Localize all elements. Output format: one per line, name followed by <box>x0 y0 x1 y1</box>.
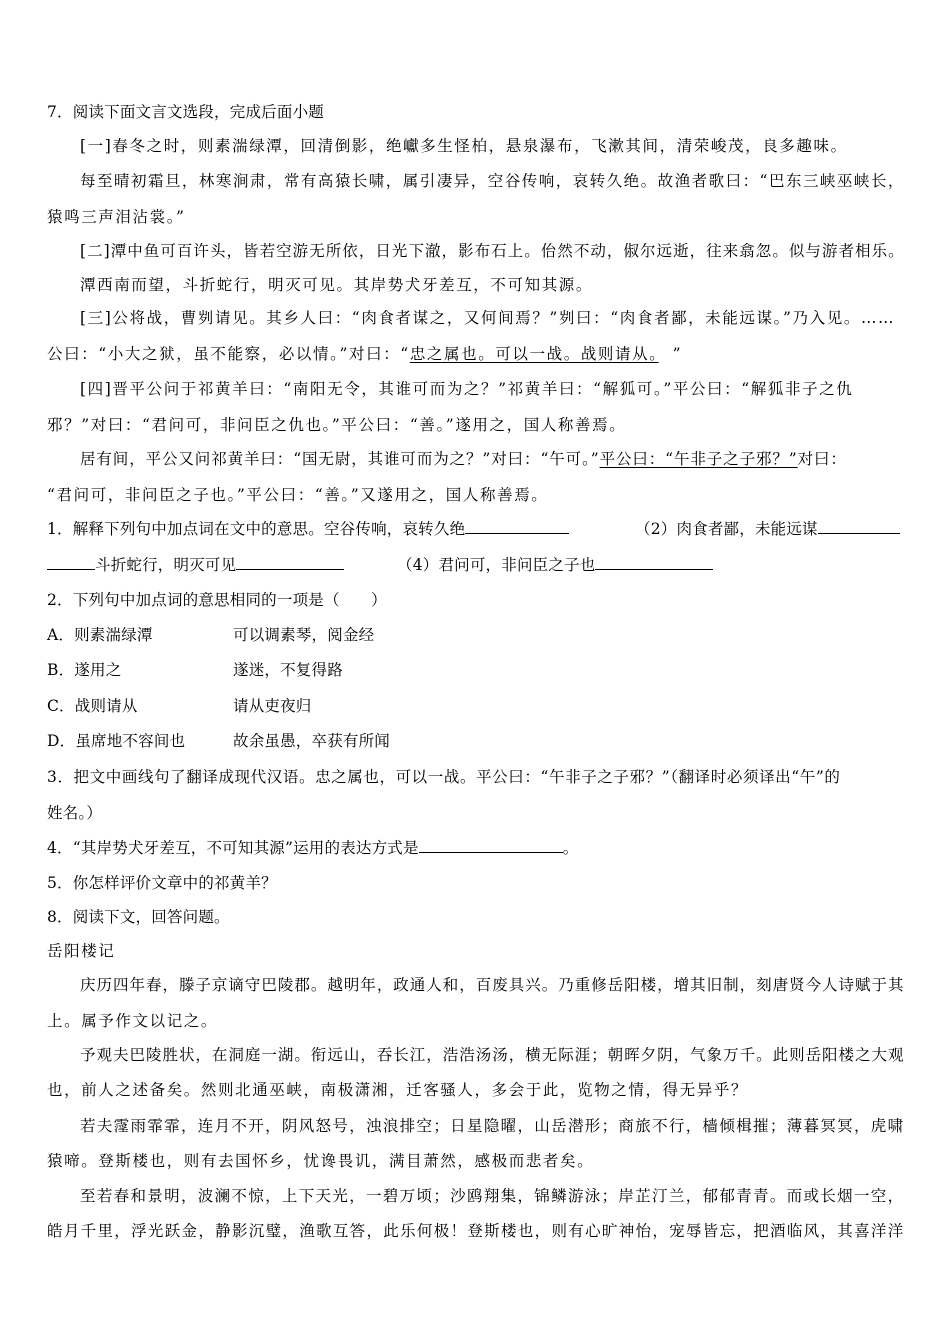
q7-passage-4-line1: [四]晋平公问于祁黄羊曰：“南阳无令，其谁可而为之？”祁黄羊曰：“解狐可。”平公曰：“解狐非子之仇 <box>80 380 854 398</box>
answer-blank-5[interactable] <box>419 838 563 853</box>
q7-passage-1b-line2: 猿鸣三声泪沾裳。” <box>47 208 186 226</box>
option-b[interactable]: B．遂用之 遂迷，不复得路 <box>47 661 343 679</box>
answer-blank-2-cont[interactable] <box>47 555 95 570</box>
q7-heading: 7．阅读下面文言文选段，完成后面小题 <box>47 103 324 121</box>
q7-passage-2a: [二]潭中鱼可百许头，皆若空游无所依，日光下澈，影布石上。佁然不动，俶尔远逝，往来翕忽。似与游者相乐。 <box>80 242 905 260</box>
option-a[interactable]: A．则素湍绿潭 可以调素琴，阅金经 <box>47 626 375 644</box>
answer-blank-2[interactable] <box>818 519 900 534</box>
sub-question-1-line1: 1．解释下列句中加点词在文中的意思。空谷传响，哀转久绝 （2）肉食者鄙，未能远谋 <box>47 519 907 539</box>
sub-question-3-line2: 姓名。） <box>47 804 103 822</box>
q7-passage-1b-line1: 每至晴初霜旦，林寒涧肃，常有高猿长啸，属引凄异，空谷传响，哀转久绝。故渔者歌曰：“巴东三峡巫峡长， <box>80 172 905 190</box>
q8-paragraph-2-line2: 也，前人之述备矣。然则北通巫峡，南极潇湘，迁客骚人，多会于此，览物之情，得无异乎？ <box>47 1081 749 1099</box>
q7-passage-5-line2: “君问可，非问臣之子也。”平公曰：“善。”又遂用之，国人称善焉。 <box>47 486 549 504</box>
q8-paragraph-2-line1: 予观夫巴陵胜状，在洞庭一湖。衔远山，吞长江，浩浩汤汤，横无际涯；朝晖夕阴，气象万千。此则岳阳楼之大观 <box>80 1046 905 1064</box>
q7-passage-3-line1: [三]公将战，曹刿请见。其乡人曰：“肉食者谋之，又何间焉？”刿曰：“肉食者鄙，未能远谋。”乃入见。…… <box>80 309 896 327</box>
q7-passage-4-line2: 邪？”对曰：“君问可，非问臣之仇也。”平公曰：“善。”遂用之，国人称善焉。 <box>47 416 627 434</box>
q8-paragraph-1-line2: 上。属予作文以记之。 <box>47 1012 219 1030</box>
q7-passage-3-line2: 公曰：“小大之狱，虽不能察，必以情。”对曰：“忠之属也。可以一战。战则请从。 ” <box>47 345 683 363</box>
q8-paragraph-4-line1: 至若春和景明，波澜不惊，上下天光，一碧万顷；沙鸥翔集，锦鳞游泳；岸芷汀兰，郁郁青青。而或长烟一空， <box>80 1187 905 1205</box>
underlined-sentence-1: 忠之属也。可以一战。战则请从。 <box>409 345 659 363</box>
sub-question-1-line2: 斗折蛇行，明灭可见 （4）君问可，非问臣之子也 <box>47 555 907 575</box>
option-d[interactable]: D．虽席地不容间也 故余虽愚，卒获有所闻 <box>47 732 391 750</box>
sub-question-2: 2．下列句中加点词的意思相同的一项是（ ） <box>47 591 387 609</box>
q8-paragraph-4-line2: 皓月千里，浮光跃金，静影沉璧，渔歌互答，此乐何极！登斯楼也，则有心旷神怡，宠辱皆忘，把酒临风，其喜洋洋 <box>47 1222 905 1240</box>
underlined-sentence-2: 平公曰：“午非子之子邪？” <box>599 450 798 468</box>
q7-passage-2b: 潭西南而望，斗折蛇行，明灭可见。其岸势犬牙差互，不可知其源。 <box>80 276 594 294</box>
q8-paragraph-1-line1: 庆历四年春，滕子京谪守巴陵郡。越明年，政通人和，百废具兴。乃重修岳阳楼，增其旧制，刻唐贤今人诗赋于其 <box>80 976 905 994</box>
sub-question-5: 5．你怎样评价文章中的祁黄羊？ <box>47 874 277 892</box>
answer-blank-3[interactable] <box>236 555 344 570</box>
answer-blank-1[interactable] <box>465 519 569 534</box>
answer-blank-4[interactable] <box>595 555 713 570</box>
q7-passage-1a: [一]春冬之时，则素湍绿潭，回清倒影，绝巘多生怪柏，悬泉瀑布，飞漱其间，清荣峻茂，良多趣味。 <box>80 137 848 155</box>
sub-question-4: 4．“其岸势犬牙差互，不可知其源”运用的表达方式是 。 <box>47 839 579 857</box>
q7-passage-5-line1: 居有间，平公又问祁黄羊曰：“国无尉，其谁可而为之？”对曰：“午可。”平公曰：“午非子之子邪？”对曰： <box>80 450 847 468</box>
q8-paragraph-3-line1: 若夫霪雨霏霏，连月不开，阴风怒号，浊浪排空；日星隐曜，山岳潜形；商旅不行，樯倾楫摧；薄暮冥冥，虎啸 <box>80 1117 905 1135</box>
sub-question-3-line1: 3．把文中画线句了翻译成现代汉语。忠之属也，可以一战。平公曰：“午非子之子邪？”（翻译时必须译出“午”的 <box>47 768 841 786</box>
q8-heading: 8．阅读下文，回答问题。 <box>47 908 230 926</box>
option-c[interactable]: C．战则请从 请从吏夜归 <box>47 697 312 715</box>
essay-title: 岳阳楼记 <box>47 942 116 960</box>
q8-paragraph-3-line2: 猿啼。登斯楼也，则有去国怀乡，忧谗畏讥，满目萧然，感极而悲者矣。 <box>47 1152 595 1170</box>
